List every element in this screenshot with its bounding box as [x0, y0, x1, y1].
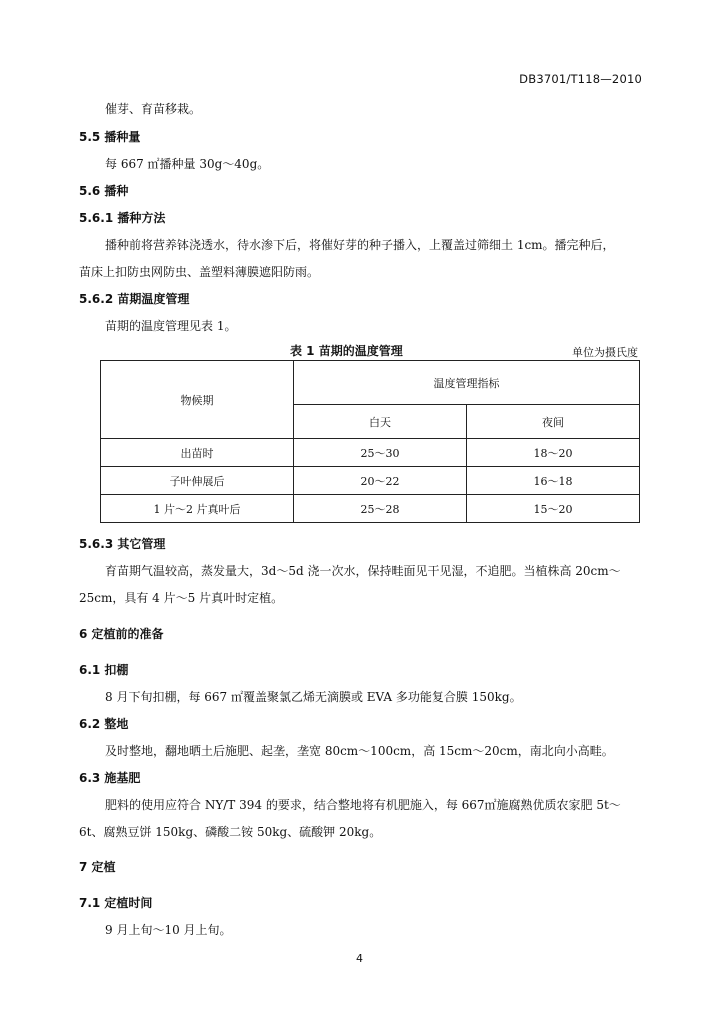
cell-night: 18～20	[467, 439, 640, 467]
document-code-header: DB3701/T118—2010	[519, 72, 642, 86]
col-header-phase: 物候期	[101, 361, 294, 439]
section-heading-6-3: 6.3 施基肥	[79, 771, 141, 785]
section-heading-5-6-2: 5.6.2 苗期温度管理	[79, 292, 190, 306]
body-text: 每 667 ㎡播种量 30g～40g。	[105, 157, 270, 171]
cell-phase: 出苗时	[101, 439, 294, 467]
body-text: 苗床上扣防虫网防虫、盖塑料薄膜遮阳防雨。	[79, 265, 320, 279]
cell-night: 15～20	[467, 495, 640, 523]
table-row	[101, 467, 640, 495]
cell-day: 25～28	[294, 495, 467, 523]
section-heading-7: 7 定植	[79, 860, 116, 874]
body-text: 25cm，具有 4 片～5 片真叶时定植。	[79, 591, 284, 605]
body-text: 播种前将营养钵浇透水，待水渗下后，将催好芽的种子播入，上覆盖过筛细土 1cm。播完种后，	[105, 238, 615, 252]
table-unit-note: 单位为摄氏度	[572, 346, 638, 359]
cell-phase: 子叶伸展后	[101, 467, 294, 495]
section-heading-6: 6 定植前的准备	[79, 627, 164, 641]
col-header-day: 白天	[294, 405, 467, 439]
cell-phase: 1 片～2 片真叶后	[101, 495, 294, 523]
section-heading-5-5: 5.5 播种量	[79, 130, 141, 144]
table-caption: 表 1 苗期的温度管理	[290, 344, 403, 358]
cell-night: 16～18	[467, 467, 640, 495]
table-row	[101, 439, 640, 467]
section-heading-5-6-3: 5.6.3 其它管理	[79, 537, 166, 551]
body-text: 6t、腐熟豆饼 150kg、磷酸二铵 50kg、硫酸钾 20kg。	[79, 825, 382, 839]
cell-day: 20～22	[294, 467, 467, 495]
section-heading-6-2: 6.2 整地	[79, 717, 129, 731]
temperature-table	[100, 360, 640, 523]
page-number: 4	[356, 952, 363, 965]
section-heading-6-1: 6.1 扣棚	[79, 663, 129, 677]
cell-day: 25～30	[294, 439, 467, 467]
body-text: 催芽、育苗移栽。	[105, 102, 202, 116]
body-text: 肥料的使用应符合 NY/T 394 的要求，结合整地将有机肥施入，每 667㎡施腐熟优质农家肥 5t～	[105, 798, 621, 812]
body-text: 9 月上旬～10 月上旬。	[105, 923, 232, 937]
section-heading-5-6-1: 5.6.1 播种方法	[79, 211, 166, 225]
body-text: 及时整地，翻地晒土后施肥、起垄，垄宽 80cm～100cm，高 15cm～20cm，南北向小高畦。	[105, 744, 614, 758]
body-text: 育苗期气温较高，蒸发量大，3d～5d 浇一次水，保持畦面见干见湿，不追肥。当植株高 20cm～	[105, 564, 621, 578]
table-row	[101, 495, 640, 523]
col-header-night: 夜间	[467, 405, 640, 439]
section-heading-7-1: 7.1 定植时间	[79, 896, 153, 910]
body-text: 8 月下旬扣棚，每 667 ㎡覆盖聚氯乙烯无滴膜或 EVA 多功能复合膜 150kg。	[105, 690, 522, 704]
col-header-group: 温度管理指标	[294, 361, 640, 405]
section-heading-5-6: 5.6 播种	[79, 184, 129, 198]
body-text: 苗期的温度管理见表 1。	[105, 319, 237, 333]
